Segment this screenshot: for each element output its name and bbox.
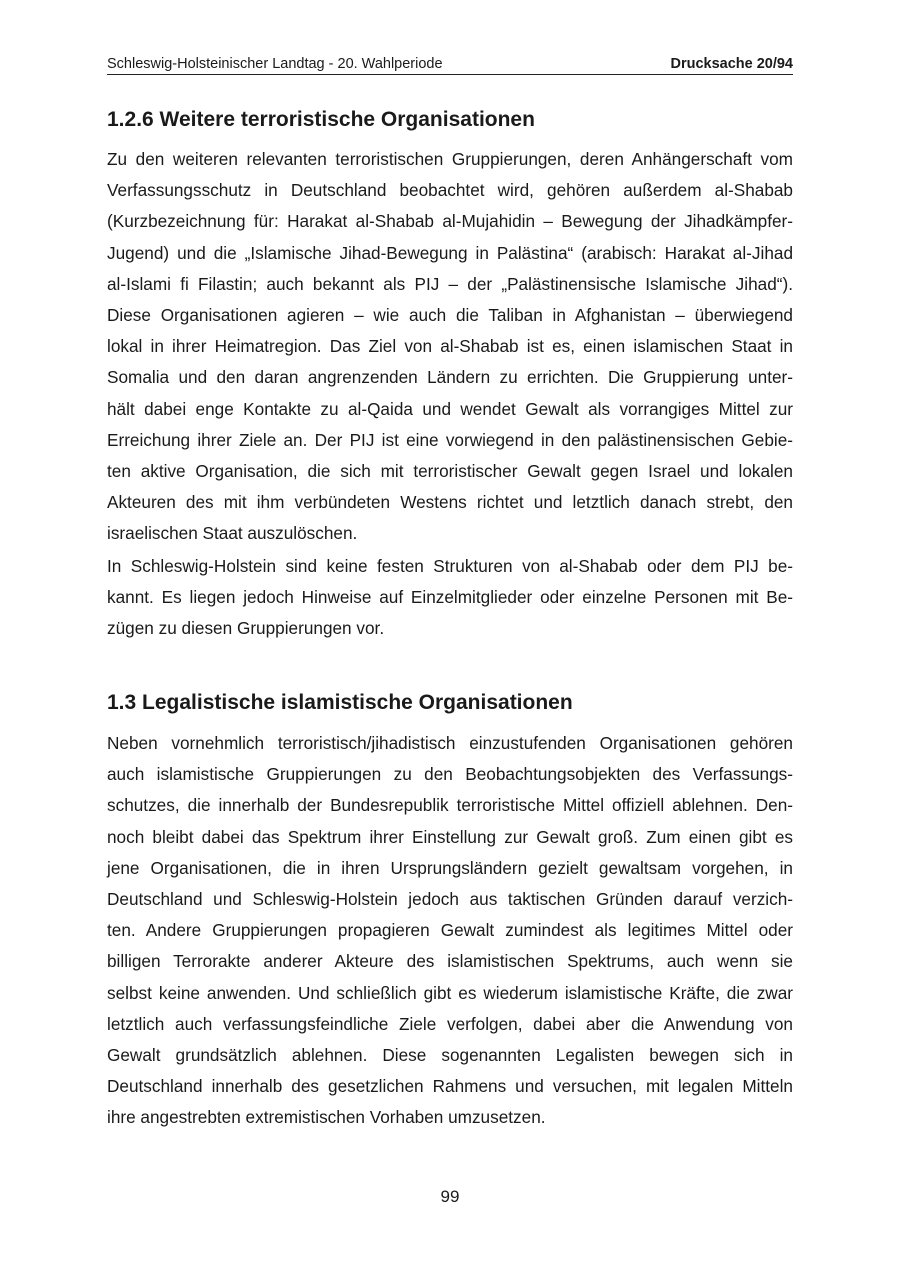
- text-line: Neben vornehmlich terroristisch/jihadistisch einzustufenden Organisationen gehören: [107, 733, 793, 753]
- text-line: Zu den weiteren relevanten terroristischen Gruppierungen, deren Anhängerschaft vom: [107, 149, 793, 169]
- text-line: (Kurzbezeichnung für: Harakat al-Shabab al-Mujahidin – Bewegung der Jihadkämpfer-: [107, 211, 793, 232]
- text-line: Diese Organisationen agieren – wie auch die Taliban in Afghanistan – überwiegend: [107, 304, 793, 325]
- text-line: noch bleibt dabei das Spektrum ihrer Einstellung zur Gewalt groß. Zum einen gibt es: [107, 826, 793, 847]
- text-line: jene Organisationen, die in ihren Ursprungsländern gezielt gewaltsam vorgehen, in: [107, 857, 793, 878]
- text-line: al-Islami fi Filastin; auch bekannt als PIJ – der „Palästinensische Islamische Jihad“).: [107, 273, 793, 294]
- text-line: auch islamistische Gruppierungen zu den Beobachtungsobjekten des Verfassungs-: [107, 764, 793, 785]
- document-number: Drucksache 20/94: [670, 56, 793, 72]
- text-line: schutzes, die innerhalb der Bundesrepublik terroristische Mittel offiziell ablehnen. Den-: [107, 795, 793, 816]
- text-line: ihre angestrebten extremistischen Vorhaben umzusetzen.: [107, 1107, 546, 1128]
- text-line: Deutschland und Schleswig-Holstein jedoch aus taktischen Gründen darauf verzich-: [107, 888, 793, 909]
- text-line: Verfassungsschutz in Deutschland beobachtet wird, gehören außerdem al-Shabab: [107, 180, 793, 201]
- text-line: hält dabei enge Kontakte zu al-Qaida und wendet Gewalt als vorrangiges Mittel zur: [107, 398, 793, 419]
- section-1-2-6-paragraph-2: [107, 551, 793, 645]
- text-line: zügen zu diesen Gruppierungen vor.: [107, 618, 385, 639]
- text-line: Somalia und den daran angrenzenden Ländern zu errichten. Die Gruppierung unter-: [107, 367, 793, 388]
- text-line: kannt. Es liegen jedoch Hinweise auf Einzelmitglieder oder einzelne Personen mit Be-: [107, 587, 793, 608]
- header-title: Schleswig-Holsteinischer Landtag - 20. Wahlperiode: [107, 56, 443, 72]
- section-1-3-paragraph-1: [107, 728, 793, 1133]
- text-line: In Schleswig-Holstein sind keine festen Strukturen von al-Shabab oder dem PIJ be-: [107, 556, 793, 576]
- page-number: 99: [440, 1187, 460, 1206]
- text-line: israelischen Staat auszulöschen.: [107, 523, 358, 544]
- text-line: Jugend) und die „Islamische Jihad-Bewegung in Palästina“ (arabisch: Harakat al-Jihad: [107, 242, 793, 263]
- text-line: Erreichung ihrer Ziele an. Der PIJ ist eine vorwiegend in den palästinensischen Gebie-: [107, 429, 793, 450]
- section-heading-1-2-6: 1.2.6 Weitere terroristische Organisationen: [107, 108, 535, 131]
- section-heading-1-3: 1.3 Legalistische islamistische Organisationen: [107, 691, 573, 714]
- text-line: letztlich auch verfassungsfeindliche Ziele verfolgen, dabei aber die Anwendung von: [107, 1013, 793, 1034]
- text-line: Akteuren des mit ihm verbündeten Westens richtet und letztlich danach strebt, den: [107, 492, 793, 513]
- text-line: billigen Terrorakte anderer Akteure des islamistischen Spektrums, auch wenn sie: [107, 951, 793, 972]
- section-1-2-6-paragraph-1: [107, 144, 793, 549]
- text-line: selbst keine anwenden. Und schließlich gibt es wiederum islamistische Kräfte, die zwar: [107, 982, 793, 1003]
- text-line: ten. Andere Gruppierungen propagieren Gewalt zumindest als legitimes Mittel oder: [107, 920, 793, 941]
- text-line: lokal in ihrer Heimatregion. Das Ziel von al-Shabab ist es, einen islamischen Staat in: [107, 336, 793, 357]
- text-line: Deutschland innerhalb des gesetzlichen Rahmens und versuchen, mit legalen Mitteln: [107, 1076, 793, 1097]
- text-line: ten aktive Organisation, die sich mit terroristischer Gewalt gegen Israel und lokalen: [107, 460, 793, 481]
- page-header: [107, 54, 793, 75]
- text-line: Gewalt grundsätzlich ablehnen. Diese sogenannten Legalisten bewegen sich in: [107, 1044, 793, 1065]
